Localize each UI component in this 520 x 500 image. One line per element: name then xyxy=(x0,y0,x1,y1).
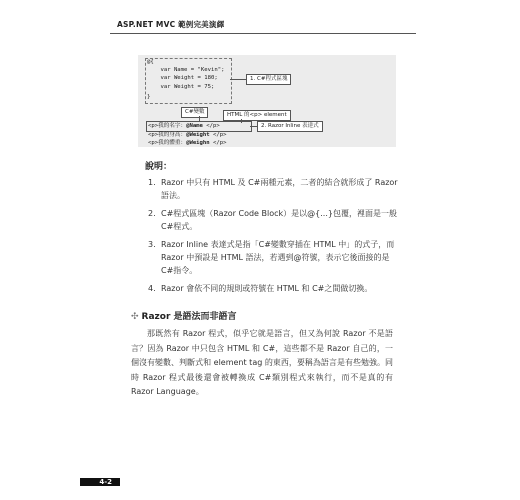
html-prefix: <p>我的名字： xyxy=(148,123,187,129)
callout-leader xyxy=(250,126,257,127)
html-code-line xyxy=(148,123,220,130)
note-item xyxy=(148,238,398,277)
callout-leader xyxy=(230,79,246,80)
note-number: 1. xyxy=(148,178,156,187)
razor-variable: @Weight xyxy=(186,132,210,138)
code-line: @{ xyxy=(147,59,154,65)
note-number: 2. xyxy=(148,209,156,218)
note-item xyxy=(148,176,398,202)
section-body-paragraph: 那既然有 Razor 程式，似乎它就是語言，但又為何說 Razor 不是語言？因為 Razor 中只包含 HTML 和 C#，這些都不是 Razor 自己的，一個沒有變數、判斷式和 element tag 的東西，要稱為語言是有些勉強。同時 Razor 程式最後還會被轉換成 C#類別程式來執行，而不是真的有 Razor Language。 xyxy=(131,329,393,397)
section-marker-icon: ✣ xyxy=(131,312,139,322)
note-text: Razor 中只有 HTML 及 C#兩種元素，二者的結合就形成了 Razor 語法。 xyxy=(161,178,398,200)
callout-inline-expression: 2. Razor Inline 表達式 xyxy=(257,121,323,132)
code-line: } xyxy=(147,94,151,100)
notes-list xyxy=(148,176,398,300)
notes-heading: 說明： xyxy=(145,162,173,172)
html-suffix: </p> xyxy=(209,140,227,146)
page-number-badge xyxy=(80,478,120,486)
note-text: C#程式區塊（Razor Code Block）是以@{...}包覆，裡面是一般 C#程式。 xyxy=(161,209,397,231)
running-header-title: ASP.NET MVC 範例完美演繹 xyxy=(117,20,225,29)
callout-code-block: 1. C#程式區塊 xyxy=(246,74,291,85)
note-item xyxy=(148,207,398,233)
note-number: 3. xyxy=(148,240,156,249)
section-heading-text: Razor 是語法而非語言 xyxy=(141,312,237,322)
code-line: var Weight = 180; xyxy=(147,75,218,81)
razor-variable: @Name xyxy=(186,123,203,129)
note-item xyxy=(148,282,398,295)
header-divider xyxy=(110,33,416,34)
section-heading xyxy=(131,309,237,322)
code-line: var Weight = 75; xyxy=(147,84,215,90)
callout-variable: C#變數 xyxy=(181,107,208,118)
html-code-line xyxy=(148,132,227,139)
html-code-line xyxy=(148,140,227,147)
html-prefix: <p>我的身高： xyxy=(148,132,187,138)
callout-html-element: HTML 的<p> element xyxy=(223,110,291,121)
code-line: var Name = "Kevin"; xyxy=(147,67,225,73)
html-prefix: <p>我的體重： xyxy=(148,140,187,146)
razor-variable: @Weighn xyxy=(186,140,210,146)
html-suffix: </p> xyxy=(209,132,227,138)
note-number: 4. xyxy=(148,284,156,293)
html-suffix: </p> xyxy=(202,123,220,129)
page-number: 4-2 xyxy=(99,478,112,486)
note-text: Razor Inline 表達式是指「C#變數穿插在 HTML 中」的式子，而 Razor 中預設是 HTML 語法，若遇到@符號，表示它後面接的是 C#指令。 xyxy=(161,240,395,275)
note-text: Razor 會依不同的規則或符號在 HTML 和 C#之間做切換。 xyxy=(161,284,373,293)
